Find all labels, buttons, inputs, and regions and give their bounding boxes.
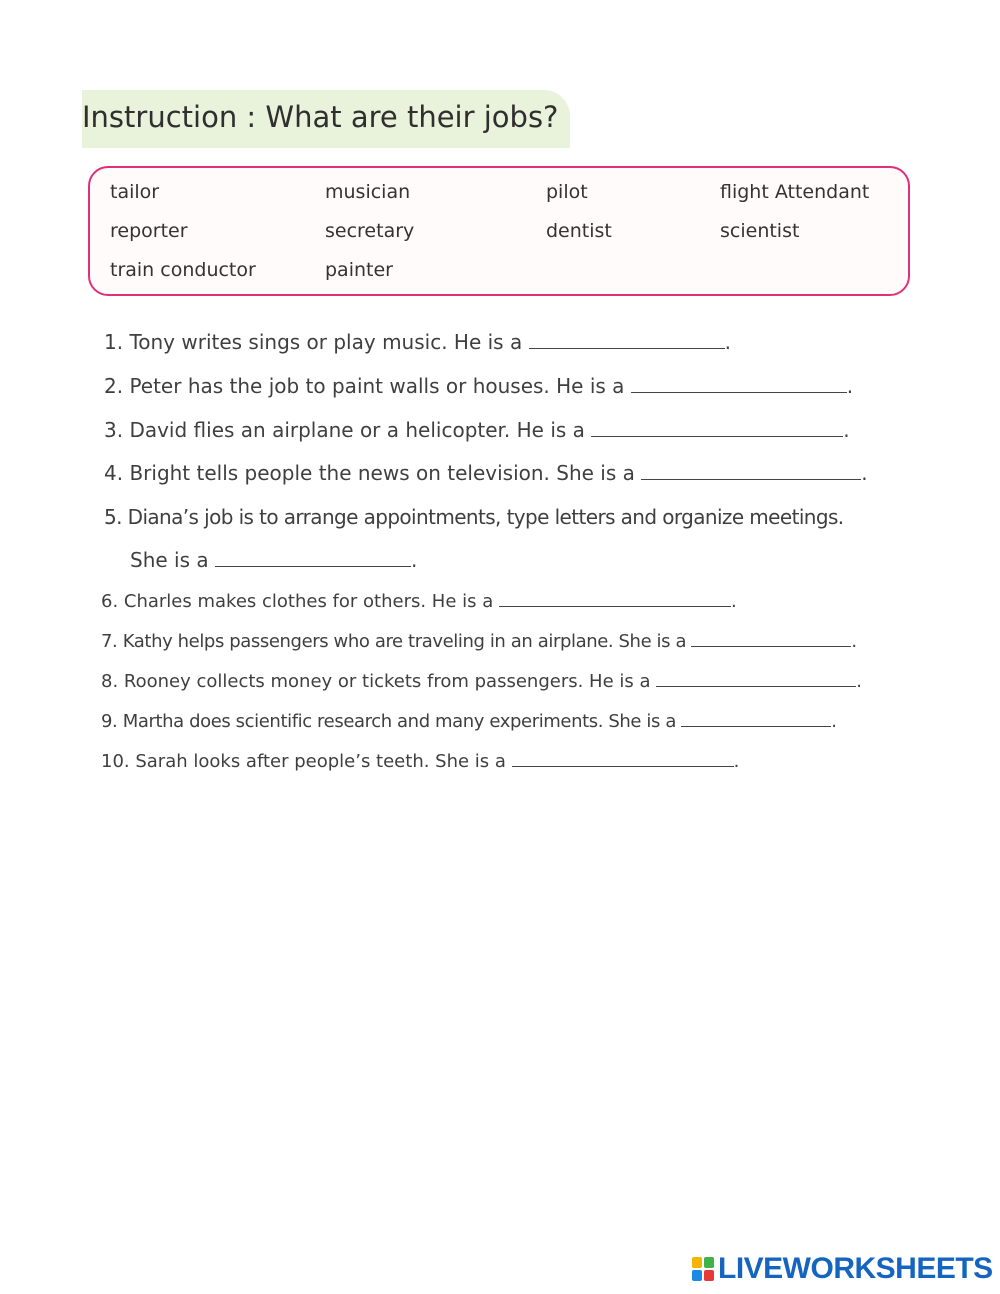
question-5-continued: She is a . (130, 548, 418, 572)
answer-blank-9[interactable] (681, 708, 831, 727)
instruction-title: Instruction : What are their jobs? (82, 100, 559, 134)
answer-blank-4[interactable] (641, 461, 861, 480)
answer-blank-10[interactable] (512, 748, 734, 767)
question-5: 5. Diana’s job is to arrange appointments, type letters and organize meetings. (104, 505, 844, 529)
question-1: 1. Tony writes sings or play music. He is a . (104, 330, 731, 354)
word-bank-item: flight Attendant (720, 181, 870, 203)
liveworksheets-logo-text: LIVEWORKSHEETS (718, 1252, 993, 1285)
answer-blank-3[interactable] (591, 418, 843, 437)
word-bank-item: painter (325, 259, 393, 281)
word-bank-item: musician (325, 181, 411, 203)
liveworksheets-logo-icon (692, 1257, 714, 1281)
question-10: 10. Sarah looks after people’s teeth. She is a . (101, 748, 739, 772)
answer-blank-8[interactable] (656, 668, 856, 687)
word-bank-item: pilot (546, 181, 588, 203)
liveworksheets-logo (692, 1252, 993, 1286)
word-bank-item: scientist (720, 220, 800, 242)
answer-blank-2[interactable] (631, 374, 847, 393)
word-bank-item: train conductor (110, 259, 256, 281)
question-6: 6. Charles makes clothes for others. He is a . (101, 588, 737, 612)
question-8: 8. Rooney collects money or tickets from passengers. He is a . (101, 668, 862, 692)
question-9: 9. Martha does scientific research and many experiments. She is a . (101, 708, 837, 732)
question-3: 3. David flies an airplane or a helicopter. He is a . (104, 418, 850, 442)
answer-blank-1[interactable] (529, 330, 725, 349)
word-bank (88, 166, 910, 296)
question-4: 4. Bright tells people the news on television. She is a . (104, 461, 868, 485)
answer-blank-7[interactable] (691, 628, 851, 647)
question-7: 7. Kathy helps passengers who are traveling in an airplane. She is a . (101, 628, 857, 652)
question-2: 2. Peter has the job to paint walls or houses. He is a . (104, 374, 854, 398)
word-bank-item: dentist (546, 220, 612, 242)
answer-blank-5[interactable] (215, 548, 411, 567)
word-bank-item: reporter (110, 220, 188, 242)
word-bank-item: tailor (110, 181, 160, 203)
word-bank-item: secretary (325, 220, 415, 242)
answer-blank-6[interactable] (499, 588, 731, 607)
